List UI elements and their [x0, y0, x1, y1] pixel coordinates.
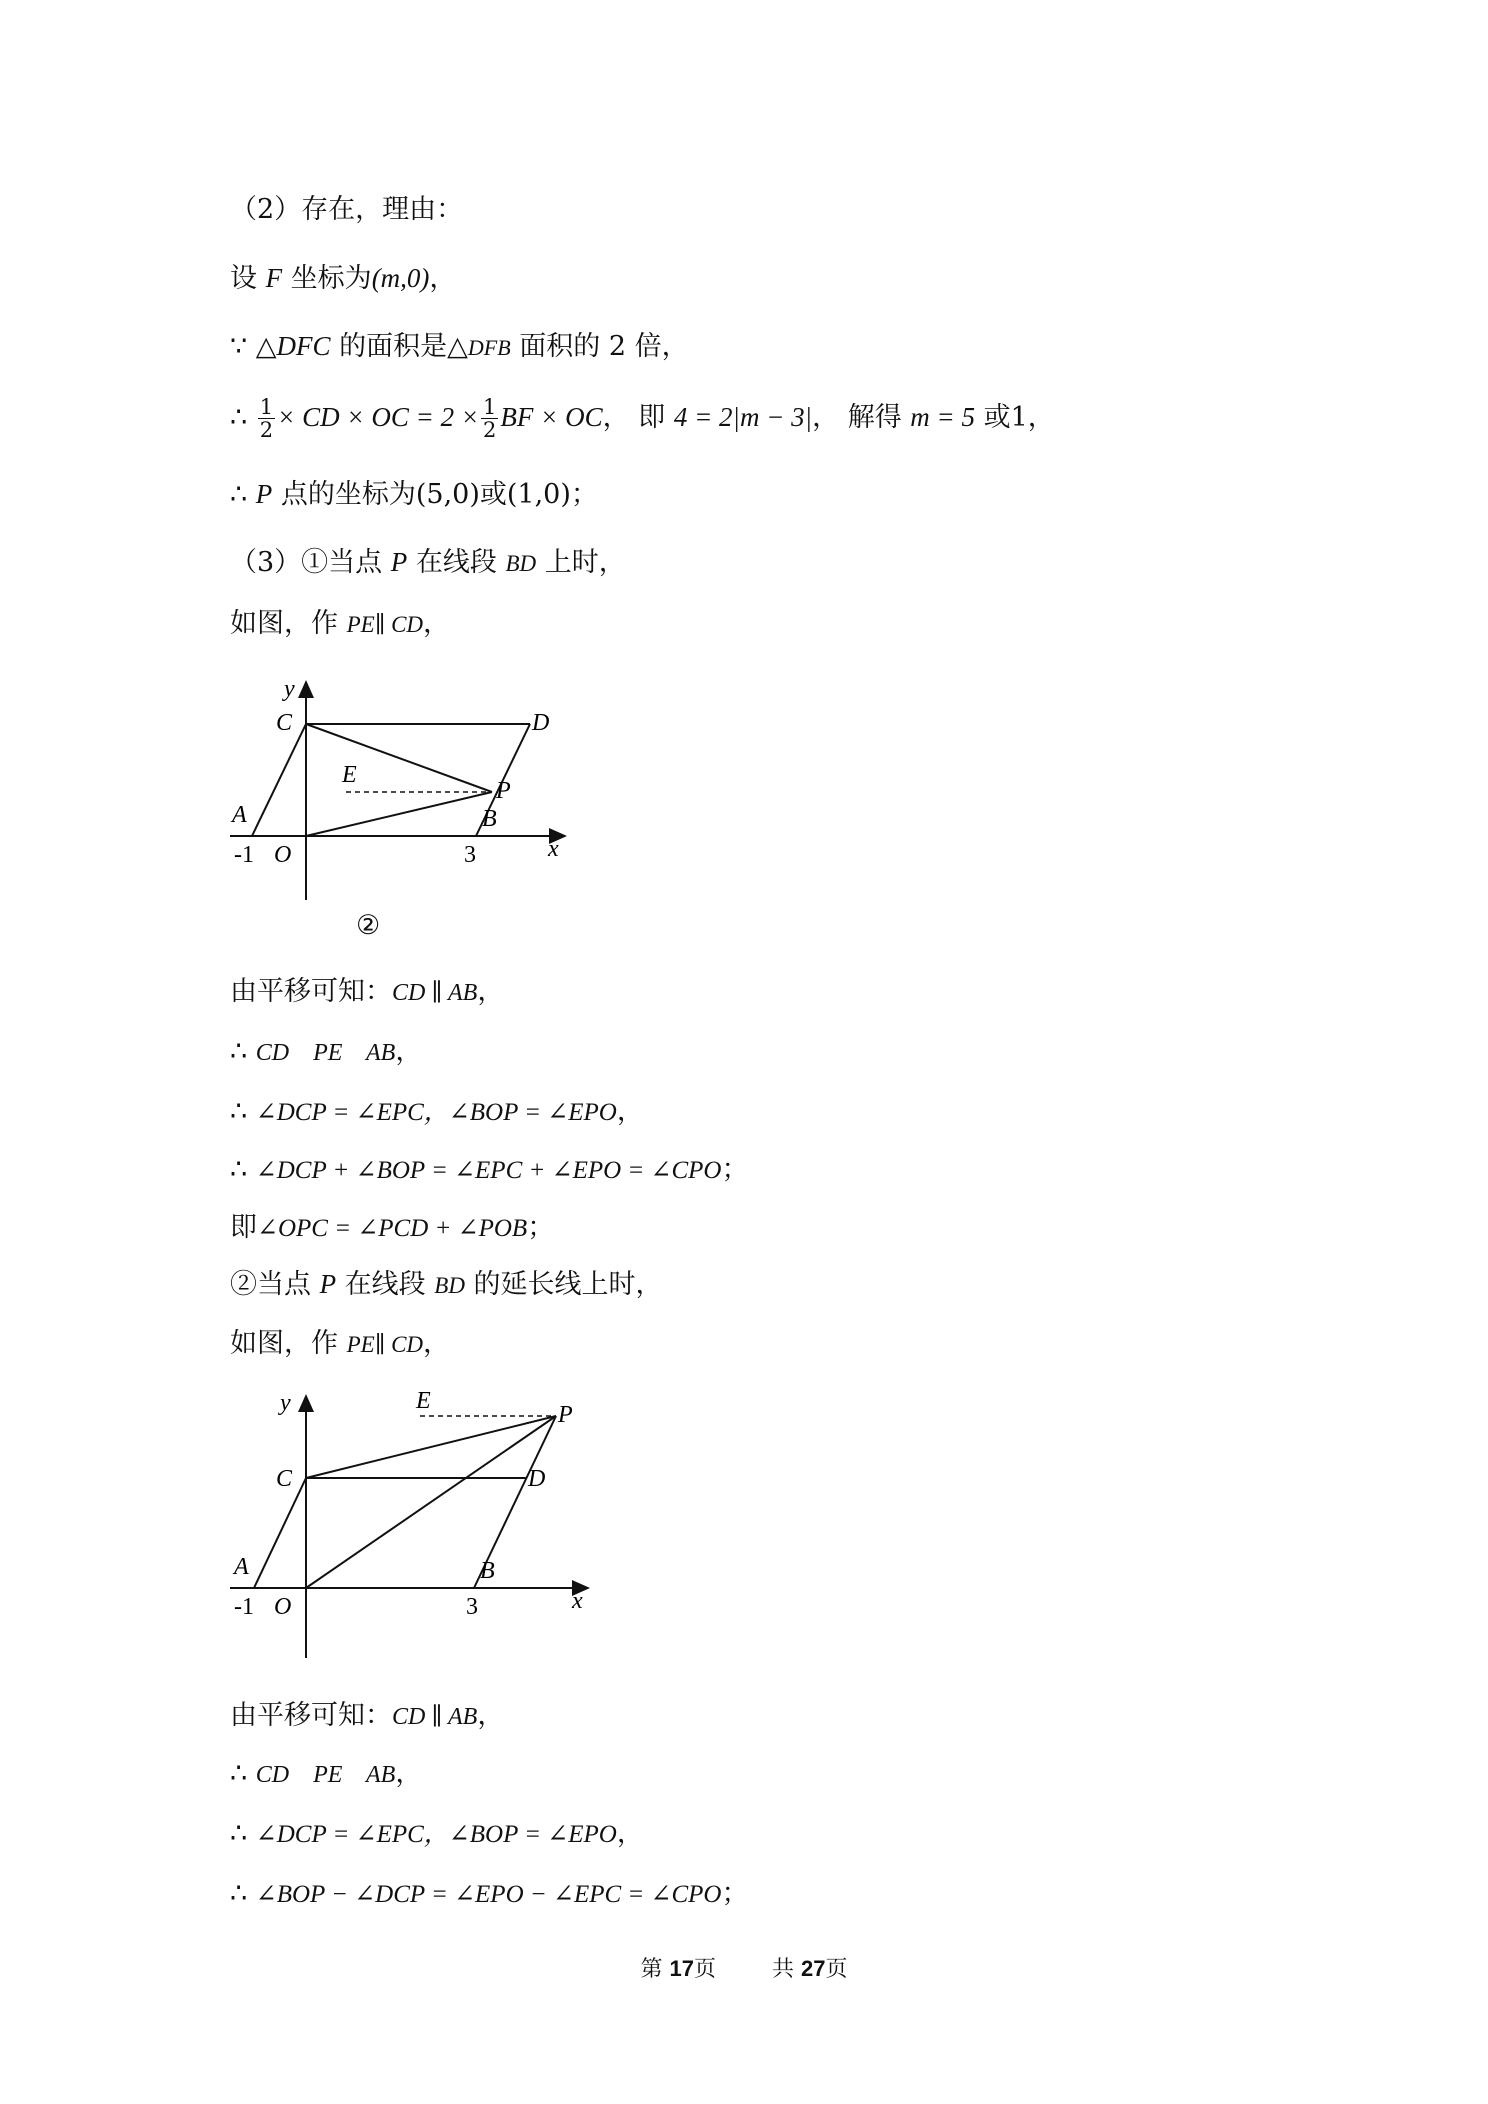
part2-because: ∵ △DFC 的面积是△DFB 面积的 2 倍，	[230, 331, 689, 362]
case1-line2: ∴ CD PE AB，	[230, 1036, 423, 1067]
case2-construction: 如图，作 PE∥ CD，	[230, 1328, 451, 1359]
label-d: D	[528, 1466, 546, 1492]
label-b: B	[480, 1558, 495, 1584]
case2-line1: 由平移可知：CD ∥ AB，	[230, 1700, 505, 1731]
label-o: O	[274, 1594, 292, 1620]
label-a: A	[232, 802, 247, 828]
case1-line4: ∴ ∠DCP + ∠BOP = ∠EPC + ∠EPO = ∠CPO；	[230, 1154, 749, 1185]
fraction-half-1: $\frac{1}{2}$	[259, 395, 274, 442]
label-e: E	[416, 1388, 431, 1414]
label-neg1: -1	[234, 1594, 254, 1620]
case2-line4: ∴ ∠BOP − ∠DCP = ∠EPO − ∠EPC = ∠CPO；	[230, 1878, 749, 1909]
segment-ac	[252, 724, 306, 836]
case1-line1: 由平移可知：CD ∥ AB，	[230, 976, 505, 1007]
label-x: x	[572, 1588, 583, 1614]
label-x: x	[548, 836, 559, 862]
case2-line2: ∴ CD PE AB，	[230, 1758, 423, 1789]
segment-op	[306, 1416, 556, 1588]
segment-cp	[306, 1416, 556, 1478]
label-p: P	[558, 1402, 573, 1428]
label-neg1: -1	[234, 842, 254, 868]
case2-heading: ②当点 P 在线段 BD 的延长线上时，	[230, 1269, 663, 1300]
figure-case2	[220, 1388, 610, 1668]
segment-ac	[254, 1478, 306, 1588]
label-three: 3	[464, 842, 476, 868]
case1-line5: 即∠OPC = ∠PCD + ∠POB；	[230, 1212, 555, 1243]
page-number: 17	[669, 1956, 695, 1981]
fraction-half-2: $\frac{1}{2}$	[483, 395, 497, 442]
part3-case1-construction: 如图，作 PE∥ CD，	[230, 608, 451, 639]
case1-line3: ∴ ∠DCP = ∠EPC，∠BOP = ∠EPO，	[230, 1096, 644, 1127]
label-c: C	[276, 710, 293, 736]
label-three: 3	[466, 1594, 478, 1620]
page-total: 27	[800, 1956, 826, 1981]
page-footer: 第 17页 共 27页	[640, 1956, 848, 1982]
part2-equation: ∴ $\frac{1}{2}$ × CD × OC = 2 × $\frac{1}{2}$ BF × OC， 即 4 = 2|m − 3|， 解得 m = 5 或1，	[230, 395, 1055, 442]
segment-op	[306, 792, 492, 836]
label-d: D	[532, 710, 550, 736]
segment-cp	[306, 724, 492, 792]
label-y: y	[280, 1390, 291, 1416]
part3-case1-heading: （3）①当点 P 在线段 BD 上时，	[230, 547, 626, 578]
case2-line3: ∴ ∠DCP = ∠EPC，∠BOP = ∠EPO，	[230, 1818, 644, 1849]
label-o: O	[274, 842, 292, 868]
figure-case1	[220, 672, 590, 932]
figure-caption: ②	[356, 910, 381, 941]
label-b: B	[482, 806, 497, 832]
part2-set-f: 设 F 坐标为(m,0)，	[230, 263, 457, 294]
label-e: E	[342, 762, 357, 788]
part2-heading: （2）存在，理由：	[230, 194, 464, 225]
label-a: A	[234, 1554, 249, 1580]
label-y: y	[284, 676, 295, 702]
label-c: C	[276, 1466, 293, 1492]
label-p: P	[496, 778, 511, 804]
part2-conclusion: ∴ P 点的坐标为(5,0)或(1,0)；	[230, 479, 598, 510]
